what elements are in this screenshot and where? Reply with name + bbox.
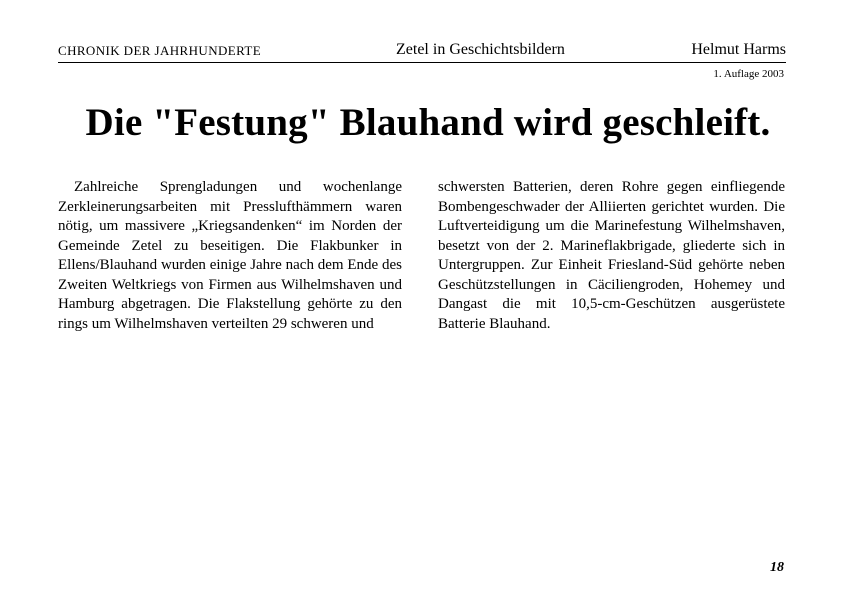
article-column-right: schwersten Batterien, deren Rohre gegen einfliegende Bombengeschwader der Alliierten gerichtet wurden. Die Luftverteidigung um die Marinefestung Wilhelmshaven, besetzt von der 2. Marineflakbrigade, gliederte sich in Untergruppen. Zur Einheit Friesland-Süd gehörte neben Geschützstellungen in Cäciliengroden, Hohemey und Dangast die mit 10,5-cm-Geschützen ausgerüstete Batterie Blauhand. xyxy=(438,179,785,332)
edition-note: 1. Auflage 2003 xyxy=(713,68,784,80)
article-headline: Die "Festung" Blauhand wird geschleift. xyxy=(85,101,771,144)
running-header xyxy=(58,42,786,63)
article-column-left: Zahlreiche Sprengladungen und wochenlange Zerkleinerungsarbeiten mit Presslufthämmern waren nötig, um massivere „Kriegsandenken“ im Norden der Gemeinde Zetel zu beseitigen. Die Flakbunker in Ellens/Blauhand wurden einige Jahre nach dem Ende des Zweiten Weltkriegs von Firmen aus Wilhelmshaven und Hamburg abgetragen. Die Flakstellung gehörte zu den rings um Wilhelmshaven verteilten 29 schweren und xyxy=(58,179,402,332)
series-title: CHRONIK DER JAHRHUNDERTE xyxy=(58,43,262,58)
book-title: Zetel in Geschichtsbildern xyxy=(396,41,565,58)
author-name: Helmut Harms xyxy=(691,41,786,58)
page-number: 18 xyxy=(770,560,784,575)
